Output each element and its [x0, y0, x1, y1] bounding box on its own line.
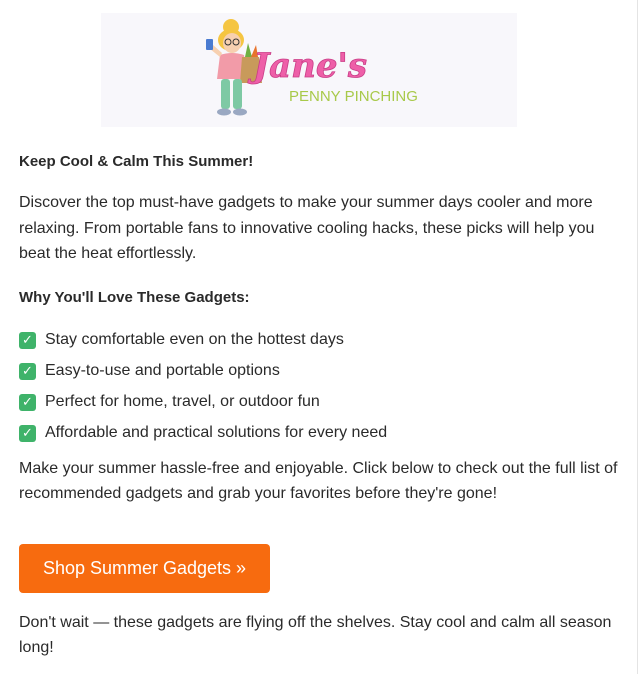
email-body [19, 150, 623, 661]
check-mark-button-icon: ✓ [19, 425, 36, 442]
benefit-text: Easy-to-use and portable options [45, 362, 280, 379]
list-item [19, 356, 623, 387]
brand-sub-text: PENNY PINCHING [289, 88, 418, 105]
shop-summer-gadgets-button[interactable]: Shop Summer Gadgets » [19, 544, 270, 593]
brand-script-text: Jane's [253, 46, 368, 86]
list-item [19, 418, 623, 449]
benefits-list [19, 325, 623, 449]
benefits-heading: Why You'll Love These Gadgets: [19, 288, 250, 306]
list-item [19, 325, 623, 356]
benefit-text: Perfect for home, travel, or outdoor fun [45, 393, 320, 410]
final-note: Don't wait — these gadgets are flying off the shelves. Stay cool and calm all season long! [19, 613, 612, 656]
check-mark-button-icon: ✓ [19, 332, 36, 349]
logo-graphic [101, 13, 517, 127]
benefit-text: Affordable and practical solutions for every need [45, 424, 388, 441]
list-item [19, 387, 623, 418]
check-mark-button-icon: ✓ [19, 394, 36, 411]
email-headline: Keep Cool & Calm This Summer! [19, 153, 254, 170]
check-mark-button-icon: ✓ [19, 363, 36, 380]
brand-logo [101, 13, 517, 127]
right-border [637, 0, 638, 674]
intro-paragraph: Discover the top must-have gadgets to make your summer days cooler and more relaxing. From portable fans to innovative cooling hacks, these picks will help you beat the heat effortlessly. [19, 194, 595, 262]
closing-paragraph: Make your summer hassle-free and enjoyable. Click below to check out the full list of recommended gadgets and grab your favorites before they're gone! [19, 459, 618, 502]
benefit-text: Stay comfortable even on the hottest days [45, 331, 344, 348]
